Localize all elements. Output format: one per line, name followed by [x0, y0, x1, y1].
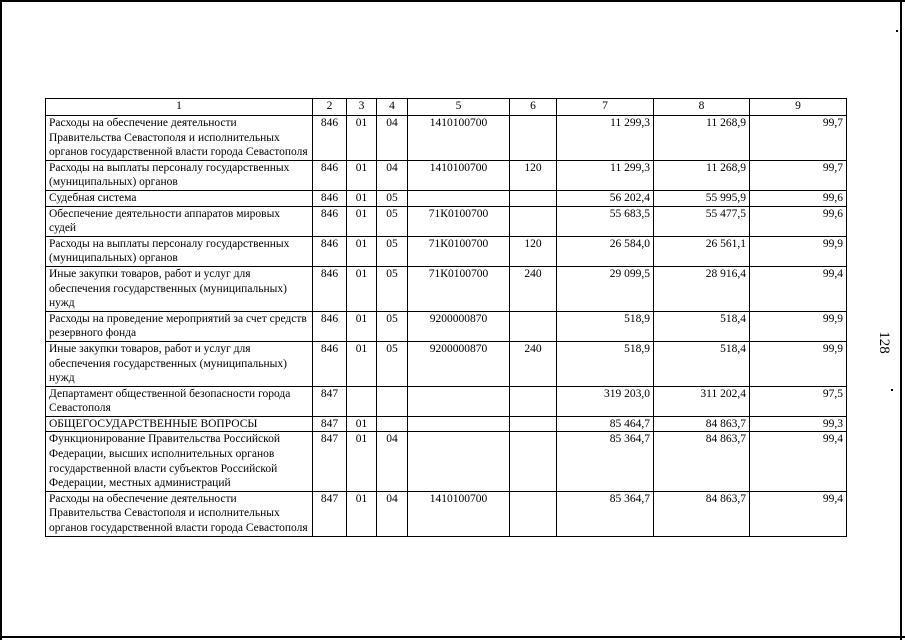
executed-amount: 11 268,9: [654, 160, 750, 190]
expense-name: Расходы на выплаты персоналу государственных (муниципальных) органов: [46, 236, 313, 266]
target-article: 1410100700: [408, 491, 510, 536]
scan-border-right: [900, 0, 902, 640]
expense-name: Судебная система: [46, 190, 313, 206]
table-row: [46, 341, 847, 386]
execution-percent: 99,9: [750, 311, 847, 341]
subsection-code: 04: [377, 116, 408, 161]
expense-name: Обеспечение деятельности аппаратов мировых судей: [46, 206, 313, 236]
expense-name: Иные закупки товаров, работ и услуг для обеспечения государственных (муниципальных) нужд: [46, 266, 313, 311]
column-header: 1: [46, 99, 313, 116]
scan-speck: [896, 30, 898, 32]
column-header: 8: [654, 99, 750, 116]
ministry-code: 847: [313, 416, 347, 432]
subsection-code: 05: [377, 190, 408, 206]
table-row: [46, 236, 847, 266]
expense-name: Расходы на выплаты персоналу государственных (муниципальных) органов: [46, 160, 313, 190]
expense-name: Расходы на обеспечение деятельности Правительства Севастополя и исполнительных органов государственной власти города Севастополя: [46, 491, 313, 536]
target-article: [408, 416, 510, 432]
ministry-code: 846: [313, 341, 347, 386]
executed-amount: 518,4: [654, 311, 750, 341]
planned-amount: 518,9: [557, 311, 654, 341]
section-code: 01: [347, 116, 377, 161]
table-row: [46, 116, 847, 161]
section-code: 01: [347, 491, 377, 536]
table-row: [46, 491, 847, 536]
target-article: 9200000870: [408, 311, 510, 341]
table-row: [46, 190, 847, 206]
expense-name: Функционирование Правительства Российской Федерации, высших исполнительных органов государственной власти субъектов Российской Федерации, местных администраций: [46, 432, 313, 491]
section-code: 01: [347, 416, 377, 432]
planned-amount: 26 584,0: [557, 236, 654, 266]
expense-type: 120: [510, 236, 557, 266]
target-article: [408, 432, 510, 491]
planned-amount: 56 202,4: [557, 190, 654, 206]
table-header-row: [46, 99, 847, 116]
scan-border-top: [0, 0, 905, 2]
expense-name: ОБЩЕГОСУДАРСТВЕННЫЕ ВОПРОСЫ: [46, 416, 313, 432]
planned-amount: 319 203,0: [557, 386, 654, 416]
expense-type: [510, 386, 557, 416]
column-header: 7: [557, 99, 654, 116]
execution-percent: 99,6: [750, 190, 847, 206]
table-row: [46, 206, 847, 236]
subsection-code: 05: [377, 206, 408, 236]
budget-table: [45, 98, 847, 537]
executed-amount: 11 268,9: [654, 116, 750, 161]
column-header: 6: [510, 99, 557, 116]
execution-percent: 99,6: [750, 206, 847, 236]
expense-type: 240: [510, 266, 557, 311]
planned-amount: 11 299,3: [557, 116, 654, 161]
execution-percent: 99,9: [750, 236, 847, 266]
subsection-code: 05: [377, 311, 408, 341]
scan-speck: [891, 389, 893, 391]
executed-amount: 84 863,7: [654, 416, 750, 432]
expense-name: Расходы на проведение мероприятий за счет средств резервного фонда: [46, 311, 313, 341]
expense-name: Департамент общественной безопасности города Севастополя: [46, 386, 313, 416]
executed-amount: 518,4: [654, 341, 750, 386]
execution-percent: 99,4: [750, 491, 847, 536]
executed-amount: 311 202,4: [654, 386, 750, 416]
section-code: 01: [347, 160, 377, 190]
table-row: [46, 386, 847, 416]
target-article: [408, 190, 510, 206]
expense-type: [510, 432, 557, 491]
expense-type: 120: [510, 160, 557, 190]
column-header: 5: [408, 99, 510, 116]
section-code: 01: [347, 432, 377, 491]
planned-amount: 11 299,3: [557, 160, 654, 190]
section-code: 01: [347, 190, 377, 206]
executed-amount: 55 995,9: [654, 190, 750, 206]
execution-percent: 99,7: [750, 160, 847, 190]
table-row: [46, 311, 847, 341]
ministry-code: 847: [313, 386, 347, 416]
expense-type: [510, 190, 557, 206]
ministry-code: 846: [313, 311, 347, 341]
section-code: [347, 386, 377, 416]
subsection-code: 05: [377, 341, 408, 386]
expense-type: [510, 491, 557, 536]
ministry-code: 847: [313, 432, 347, 491]
table-row: [46, 416, 847, 432]
section-code: 01: [347, 236, 377, 266]
executed-amount: 26 561,1: [654, 236, 750, 266]
ministry-code: 846: [313, 266, 347, 311]
subsection-code: 04: [377, 160, 408, 190]
section-code: 01: [347, 266, 377, 311]
target-article: 9200000870: [408, 341, 510, 386]
execution-percent: 97,5: [750, 386, 847, 416]
expense-type: [510, 416, 557, 432]
section-code: 01: [347, 311, 377, 341]
planned-amount: 85 364,7: [557, 491, 654, 536]
execution-percent: 99,7: [750, 116, 847, 161]
ministry-code: 846: [313, 236, 347, 266]
planned-amount: 518,9: [557, 341, 654, 386]
expense-name: Иные закупки товаров, работ и услуг для обеспечения государственных (муниципальных) нужд: [46, 341, 313, 386]
ministry-code: 846: [313, 116, 347, 161]
expense-type: 240: [510, 341, 557, 386]
planned-amount: 55 683,5: [557, 206, 654, 236]
planned-amount: 85 464,7: [557, 416, 654, 432]
section-code: 01: [347, 206, 377, 236]
executed-amount: 28 916,4: [654, 266, 750, 311]
execution-percent: 99,4: [750, 266, 847, 311]
target-article: [408, 386, 510, 416]
scan-border-left: [0, 0, 2, 640]
execution-percent: 99,9: [750, 341, 847, 386]
expense-type: [510, 311, 557, 341]
target-article: 71К0100700: [408, 266, 510, 311]
subsection-code: [377, 416, 408, 432]
execution-percent: 99,4: [750, 432, 847, 491]
column-header: 4: [377, 99, 408, 116]
column-header: 3: [347, 99, 377, 116]
target-article: 1410100700: [408, 116, 510, 161]
subsection-code: 05: [377, 266, 408, 311]
expense-type: [510, 206, 557, 236]
section-code: 01: [347, 341, 377, 386]
page-number: 128: [875, 331, 892, 354]
target-article: 71К0100700: [408, 206, 510, 236]
table-row: [46, 432, 847, 491]
table-row: [46, 266, 847, 311]
executed-amount: 55 477,5: [654, 206, 750, 236]
ministry-code: 846: [313, 190, 347, 206]
subsection-code: 04: [377, 432, 408, 491]
table-row: [46, 160, 847, 190]
expense-type: [510, 116, 557, 161]
ministry-code: 847: [313, 491, 347, 536]
planned-amount: 85 364,7: [557, 432, 654, 491]
column-header: 2: [313, 99, 347, 116]
subsection-code: 05: [377, 236, 408, 266]
ministry-code: 846: [313, 160, 347, 190]
expense-name: Расходы на обеспечение деятельности Правительства Севастополя и исполнительных органов государственной власти города Севастополя: [46, 116, 313, 161]
subsection-code: [377, 386, 408, 416]
subsection-code: 04: [377, 491, 408, 536]
scan-border-bottom: [0, 636, 905, 638]
target-article: 1410100700: [408, 160, 510, 190]
execution-percent: 99,3: [750, 416, 847, 432]
ministry-code: 846: [313, 206, 347, 236]
executed-amount: 84 863,7: [654, 491, 750, 536]
planned-amount: 29 099,5: [557, 266, 654, 311]
executed-amount: 84 863,7: [654, 432, 750, 491]
column-header: 9: [750, 99, 847, 116]
target-article: 71К0100700: [408, 236, 510, 266]
